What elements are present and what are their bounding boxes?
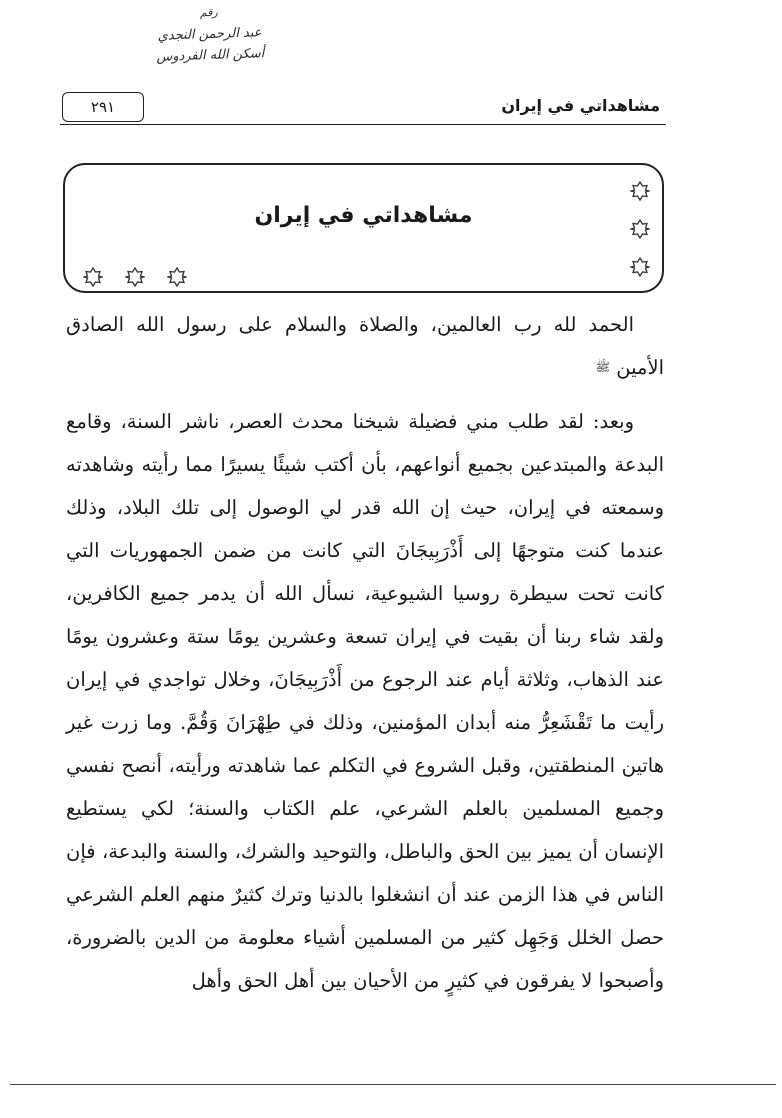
salutation-glyph: ﷺ [595,360,611,374]
handwritten-stamp [109,1,312,94]
page-number: ٢٩١ [90,98,116,116]
star-ornament-icon [125,267,145,287]
stamp-line-1: رقم [199,5,218,20]
opening-text: الحمد لله رب العالمين، والصلاة والسلام على رسول الله الصادق الأمين [66,313,664,379]
footer-rule [10,1084,776,1085]
star-ornament-icon [167,267,187,287]
star-ornament-icon [630,219,650,239]
running-header [60,90,666,125]
body-text [66,303,664,1002]
running-title: مشاهداتي في إيران [501,96,660,115]
star-ornament-icon [83,267,103,287]
paragraph-opening [66,303,664,389]
star-ornament-icon [630,181,650,201]
chapter-title: مشاهداتي في إيران [254,203,473,228]
page-number-box [62,92,144,122]
paragraph-main: وبعد: لقد طلب مني فضيلة شيخنا محدث العصر، ناشر السنة، وقامع البدعة والمبتدعين بجميع أنواعهم، بأن أكتب شيئًا يسيرًا مما رأيته وشاهدته وسمعته في إيران، حيث إن الله قدر لي الوصول إلى تلك البلاد، وذلك عندما كنت متوجهًا إلى أَذْرَبِيجَانَ التي كانت من ضمن الجمهوريات التي كانت تحت سيطرة روسيا الشيوعية، نسأل الله أن يدمر جميع الكافرين، ولقد شاء ربنا أن بقيت في إيران تسعة وعشرين يومًا ستة وعشرون يومًا عند الذهاب، وثلاثة أيام عند الرجوع من أَذْرَبِيجَانَ، وخلال تواجدي في إيران رأيت ما تَقْشَعِرُّ منه أبدان المؤمنين، وذلك في طِهْرَانَ وَقُمَّ. وما زرت غير هاتين المنطقتين، وقبل الشروع في التكلم عما شاهدته ورأيته، أنصح نفسي وجميع المسلمين بالعلم الشرعي، علم الكتاب والسنة؛ لكي يستطيع الإنسان أن يميز بين الحق والباطل، والتوحيد والشرك، والسنة والبدعة، فإن الناس في هذا الزمن عند أن انشغلوا بالدنيا وترك كثيرٌ منهم العلم الشرعي حصل الخلل وَجَهِل كثير من المسلمين أشياء معلومة من الدين بالضرورة، وأصبحوا لا يفرقون في كثيرٍ من الأحيان بين أهل الحق وأهل [66,410,664,992]
star-ornament-icon [630,257,650,277]
stamp-line-2: عبد الرحمن النجدي [157,25,262,44]
stamp-line-3: أسكن الله الفردوس [156,46,265,65]
chapter-title-frame [63,163,664,293]
